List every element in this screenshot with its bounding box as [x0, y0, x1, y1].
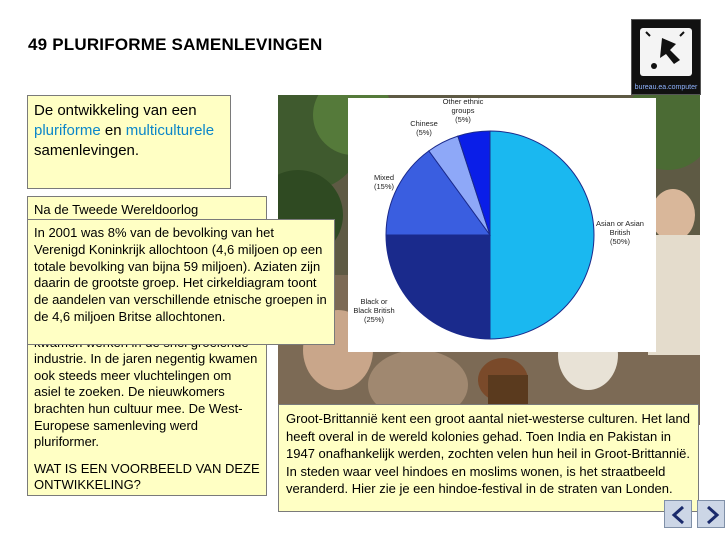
term-multiculturele: multiculturele — [125, 122, 215, 139]
pie-slice-asian-or-asian-british — [490, 131, 594, 339]
logo-caption: bureau.ea.computer — [634, 84, 698, 91]
statistics-box: In 2001 was 8% van de bevolking van het Verenigd Koninkrijk allochtoon (4,6 miljoen op een totale bevolking van bijna 59 miljoen). Aziaten zijn daarin de grootste groep. Het cirkeldiagram toont de aandelen van verschillende etnische groepen in de 4,6 miljoen Britse allochtonen. — [27, 219, 335, 345]
pie-chart-svg — [348, 98, 656, 352]
definition-text-1: De ontwikkeling van een — [34, 102, 197, 119]
rocket-tv-icon — [632, 20, 700, 94]
next-arrow-icon — [698, 501, 726, 529]
page-title: 49 PLURIFORME SAMENLEVINGEN — [28, 35, 323, 54]
history-line-1: Na de Tweede Wereldoorlog — [34, 202, 199, 217]
definition-text-2: en — [100, 122, 126, 139]
term-pluriforme: pluriforme — [34, 122, 101, 139]
pie-label-asian-or-asian-british: Asian or Asian British (50%) — [596, 219, 644, 246]
pie-slice-black-or-black-british — [386, 235, 490, 339]
prev-arrow-icon — [665, 501, 693, 529]
definition-box — [27, 95, 231, 189]
photo-caption-box: Groot-Brittannië kent een groot aantal niet-westerse culturen. Het land heeft overal in de wereld kolonies gehad. Toen India en Pakistan in 1947 onafhankelijk werden, zochten velen hun heil in Groot-Brittannië. In steden waar veel hindoes en moslims wonen, is het straatbeeld veranderd. Hier zie je een hindoe-festival in de straten van Londen. — [278, 404, 699, 512]
history-body: industrie. In de jaren negentig kwamen ook steeds meer vluchtelingen om asiel te zoeken. De nieuwkomers brachten hun cultuur mee. De West-Europese samenleving werd pluriformer. — [34, 351, 258, 450]
pie-label-chinese: Chinese (5%) — [410, 119, 438, 137]
pie-chart — [348, 98, 656, 352]
pie-label-other-ethnic-groups: Other ethnic groups (5%) — [442, 98, 484, 124]
pie-label-mixed: Mixed (15%) — [373, 173, 395, 191]
history-question: WAT IS EEN VOORBEELD VAN DEZE ONTWIKKELING? — [34, 460, 260, 493]
pie-label-black-or-black-british: Black or Black British (25%) — [353, 297, 395, 324]
previous-button[interactable] — [664, 500, 692, 528]
next-button[interactable] — [697, 500, 725, 528]
logo — [631, 19, 701, 95]
definition-text-3: samenlevingen. — [34, 142, 140, 159]
